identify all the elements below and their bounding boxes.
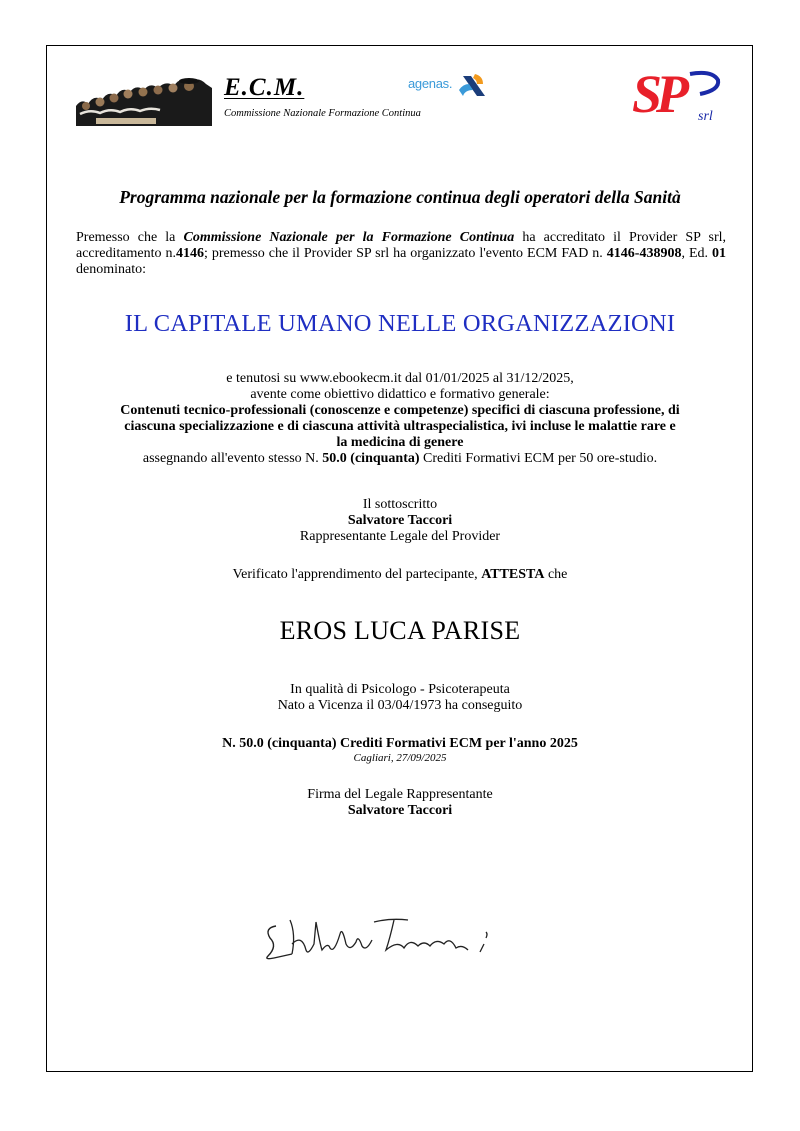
objective-line-2: ciascuna specializzazione e di ciascuna attività ultraspecialistica, ivi incluse le malattie rare e: [124, 419, 676, 434]
objective-line-1: Contenuti tecnico-professionali (conoscenze e competenze) specifici di ciascuna professione, di: [120, 403, 680, 418]
signature-name: Salvatore Taccori: [347, 803, 453, 818]
edition-number: 01: [711, 246, 726, 261]
ecm-title: E.C.M.: [224, 74, 305, 101]
premise-text-2: ha accreditato il Provider SP srl, accreditamento n.: [76, 230, 727, 261]
awarded-credits: N. 50.0 (cinquanta) Crediti Formativi ECM per l'anno 2025: [222, 736, 578, 751]
premise-text-3: ; premesso che il Provider SP srl ha organizzato l'evento ECM FAD n.: [204, 246, 607, 261]
premise-paragraph: [76, 230, 726, 278]
verification-text-2: che: [544, 567, 568, 582]
award-block: [0, 736, 800, 765]
signatory-name: Salvatore Taccori: [347, 513, 453, 528]
signature-label-block: [0, 787, 800, 819]
handwritten-signature: [262, 904, 502, 974]
sp-srl-logo: [628, 64, 728, 126]
premise-text-4: , Ed.: [681, 246, 712, 261]
signatory-block: [0, 497, 800, 545]
signature-label: Firma del Legale Rappresentante: [307, 787, 493, 802]
agenas-logo-icon: [457, 70, 491, 100]
event-held-line: e tenutosi su www.ebookecm.it dal 01/01/2025 al 31/12/2025,: [226, 371, 574, 386]
ecm-subtitle: Commissione Nazionale Formazione Continua: [224, 108, 421, 119]
accreditation-number: 4146: [176, 246, 204, 261]
attendee-name: EROS LUCA PARISE: [279, 616, 521, 645]
premise-text-5: denominato:: [76, 262, 146, 277]
signatory-intro: Il sottoscritto: [362, 497, 438, 512]
objective-line-3: la medicina di genere: [336, 435, 464, 450]
sp-logo-suffix: srl: [698, 109, 713, 124]
place-date: Cagliari, 27/09/2025: [353, 752, 447, 764]
credits-text-1: assegnando all'evento stesso N.: [142, 451, 323, 466]
attendee-birth: Nato a Vicenza il 03/04/1973 ha conseguito: [277, 698, 523, 713]
event-title: IL CAPITALE UMANO NELLE ORGANIZZAZIONI: [124, 310, 676, 337]
credits-amount: 50.0 (cinquanta): [322, 451, 420, 466]
attendee-details: [0, 682, 800, 714]
verification-line: [0, 567, 800, 583]
premise-text-1: Premesso che la: [76, 230, 184, 245]
sp-logo-letters: SP: [632, 64, 684, 124]
event-id: 4146-438908: [606, 246, 682, 261]
event-details: [0, 371, 800, 467]
program-title: Programma nazionale per la formazione continua degli operatori della Sanità: [119, 187, 681, 207]
credits-assigned-line: [0, 451, 800, 467]
commission-name: Commissione Nazionale per la Formazione Continua: [183, 230, 515, 245]
credits-text-2: Crediti Formativi ECM per 50 ore-studio.: [419, 451, 658, 466]
objective-intro: avente come obiettivo didattico e formativo generale:: [250, 387, 550, 402]
attendee-qualification: In qualità di Psicologo - Psicoterapeuta: [290, 682, 510, 697]
agenas-logo-text: agenas.: [408, 76, 453, 91]
signatory-role: Rappresentante Legale del Provider: [299, 529, 501, 544]
anatomy-lesson-painting-logo: [76, 76, 212, 126]
attesta-word: ATTESTA: [481, 567, 545, 582]
verification-text-1: Verificato l'apprendimento del partecipante,: [232, 567, 482, 582]
